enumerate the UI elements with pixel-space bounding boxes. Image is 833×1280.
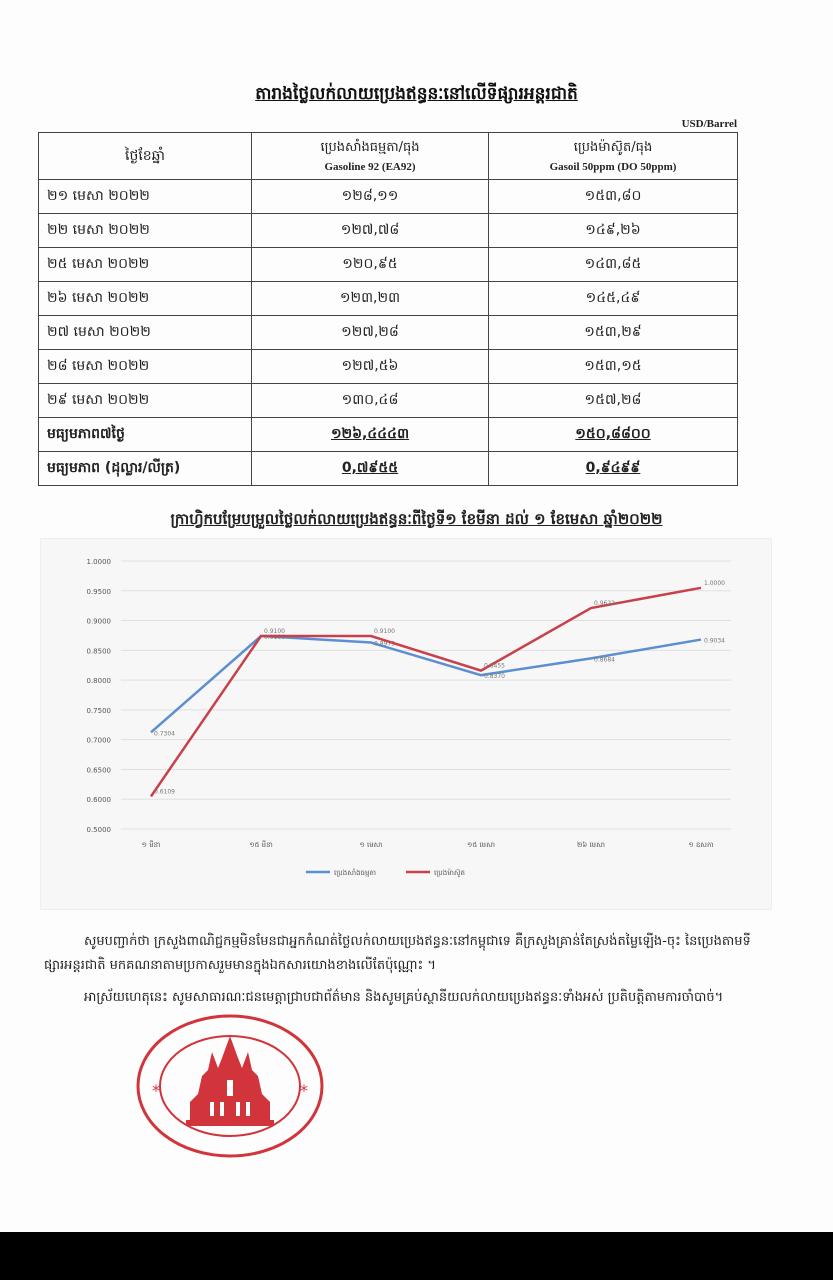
row-gasoline: ១២៧,២៨ xyxy=(252,316,489,350)
row-gasoline: ១២៣,២៣ xyxy=(252,282,489,316)
table-row xyxy=(39,384,738,418)
y-tick-label: 0.6500 xyxy=(86,766,111,775)
data-label: 0.8370 xyxy=(484,673,505,681)
document-title: តារាងថ្លៃលក់លាយប្រេងឥន្ធនៈនៅលើទីផ្សារអន្តរជាតិ xyxy=(255,84,578,104)
y-tick-label: 1.0000 xyxy=(86,558,111,566)
row-date: ២២ មេសា ២០២២ xyxy=(39,214,252,248)
svg-text:*: * xyxy=(300,1081,308,1100)
row-date: ២៧ មេសា ២០២២ xyxy=(39,316,252,350)
row-gasoline: ១២៨,១១ xyxy=(252,180,489,214)
table-row xyxy=(39,350,738,384)
series-line xyxy=(151,588,701,797)
header-gasoline xyxy=(252,133,489,180)
row-diesel: ១៥៣,៨០ xyxy=(489,180,738,214)
row-diesel: ១៥៣,១៥ xyxy=(489,350,738,384)
x-tick-label: ១ មីនា xyxy=(141,841,161,849)
x-tick-label: ១ មេសា xyxy=(359,841,383,849)
paragraph-note: សូមបញ្ជាក់ថា ក្រសួងពាណិជ្ជកម្មមិនមែនជាអ្នកកំណត់ថ្លៃលក់លាយប្រេងឥន្ធនៈនៅកម្ពុជាទេ គឺក្រសួងគ្រាន់តែស្រង់តម្លៃឡើង-ចុះ នៃប្រេងតាមទីផ្សារអន្តរជាតិ មកគណនាតាមប្រកាសរួមមានក្នុងឯកសារយោងខាងលើតែប៉ុណ្ណោះ ។ xyxy=(44,934,751,973)
y-tick-label: 0.5000 xyxy=(86,826,111,834)
row-diesel: ១៥៧,២៨ xyxy=(489,384,738,418)
x-tick-label: ២៦ មេសា xyxy=(576,841,606,849)
row-diesel: ១៤៩,២៦ xyxy=(489,214,738,248)
chart-svg xyxy=(41,539,771,909)
x-tick-label: ១៥ មីនា xyxy=(249,841,273,849)
svg-text:*: * xyxy=(152,1081,160,1100)
row-gasoline: ១៣០,៤៨ xyxy=(252,384,489,418)
per-liter-row xyxy=(39,452,738,486)
y-tick-label: 0.7000 xyxy=(86,736,111,745)
header-date: ថ្ងៃខែឆ្នាំ xyxy=(39,133,252,180)
header-diesel-en: Gasoil 50ppm (DO 50ppm) xyxy=(549,161,677,173)
y-tick-label: 0.9500 xyxy=(86,587,111,596)
table-header-row xyxy=(39,133,738,180)
per-liter-label: មធ្យមភាព (ដុល្លារ/លីត្រ) xyxy=(39,452,252,486)
row-diesel: ១៥៣,២៩ xyxy=(489,316,738,350)
data-label: 0.8684 xyxy=(594,656,615,664)
table-row xyxy=(39,214,738,248)
header-gasoline-km: ប្រេងសាំងធម្មតា/ធុង xyxy=(320,140,420,155)
table-row xyxy=(39,248,738,282)
ministry-seal-stamp xyxy=(132,1010,328,1162)
x-tick-label: ១៥ មេសា xyxy=(466,841,496,849)
row-diesel: ១៤៥,៤៩ xyxy=(489,282,738,316)
data-label: 0.8455 xyxy=(484,662,505,670)
x-tick-label: ១ ឧសភា xyxy=(688,841,714,849)
row-date: ២១ មេសា ២០២២ xyxy=(39,180,252,214)
data-label: 0.9100 xyxy=(264,634,285,642)
row-date: ២៦ មេសា ២០២២ xyxy=(39,282,252,316)
average-row xyxy=(39,418,738,452)
data-label: 0.9034 xyxy=(704,637,725,645)
table-row xyxy=(39,180,738,214)
price-chart xyxy=(40,538,772,910)
y-tick-label: 0.7500 xyxy=(86,706,111,715)
per-liter-diesel: 0,៩៤៩៩ xyxy=(489,452,738,486)
header-diesel-km: ប្រេងម៉ាស៊ូត/ធុង xyxy=(573,140,653,155)
chart-title: ក្រាហ្វិកបម្រែបម្រួលថ្លៃលក់លាយប្រេងឥន្ធនៈពីថ្ងៃទី១ ខែមីនា ដល់ ១ ខែមេសា ឆ្នាំ២០២២ xyxy=(170,510,663,528)
paragraph-request: អាស្រ័យហេតុនេះ សូមសាធារណៈជនមេត្តាជ្រាបជាព័ត៌មាន និងសូមគ្រប់ស្ថានីយលក់លាយប្រេងឥន្ធនៈទាំងអស់ ប្រតិបត្តិតាមការចាំបាច់។ xyxy=(84,990,724,1005)
data-label: 0.7304 xyxy=(154,730,175,738)
bottom-bar xyxy=(0,1232,833,1280)
y-tick-label: 0.8000 xyxy=(86,677,111,686)
y-tick-label: 0.8500 xyxy=(86,647,111,656)
row-date: ២៩ មេសា ២០២២ xyxy=(39,384,252,418)
average-gasoline: ១២៦,៤៤៤៣ xyxy=(252,418,489,452)
row-date: ២៥ មេសា ២០២២ xyxy=(39,248,252,282)
row-date: ២៨ មេសា ២០២២ xyxy=(39,350,252,384)
row-gasoline: ១២៧,៥៦ xyxy=(252,350,489,384)
y-tick-label: 0.9000 xyxy=(86,617,111,626)
row-gasoline: ១២០,៩៥ xyxy=(252,248,489,282)
row-diesel: ១៤៣,៨៥ xyxy=(489,248,738,282)
header-gasoline-en: Gasoline 92 (EA92) xyxy=(324,161,416,173)
price-table xyxy=(38,132,738,486)
table-row xyxy=(39,282,738,316)
data-label: 0.9100 xyxy=(264,628,285,636)
data-label: 0.8979 xyxy=(374,640,395,648)
data-label: 0.6109 xyxy=(154,788,175,796)
average-label: មធ្យមភាព៧ថ្ងៃ xyxy=(39,418,252,452)
per-liter-gasoline: 0,៧៩៥៥ xyxy=(252,452,489,486)
header-diesel xyxy=(489,133,738,180)
row-gasoline: ១២៧,៧៨ xyxy=(252,214,489,248)
y-tick-label: 0.6000 xyxy=(86,796,111,805)
data-label: 0.9100 xyxy=(374,628,395,636)
data-label: 0.9622 xyxy=(594,600,615,608)
legend-label: ប្រេងសាំងធម្មតា xyxy=(334,869,377,877)
legend-label: ប្រេងម៉ាស៊ូត xyxy=(434,869,465,877)
data-label: 1.0000 xyxy=(704,579,725,587)
unit-label: USD/Barrel xyxy=(681,118,737,130)
average-diesel: ១៥០,៨៨០០ xyxy=(489,418,738,452)
table-row xyxy=(39,316,738,350)
